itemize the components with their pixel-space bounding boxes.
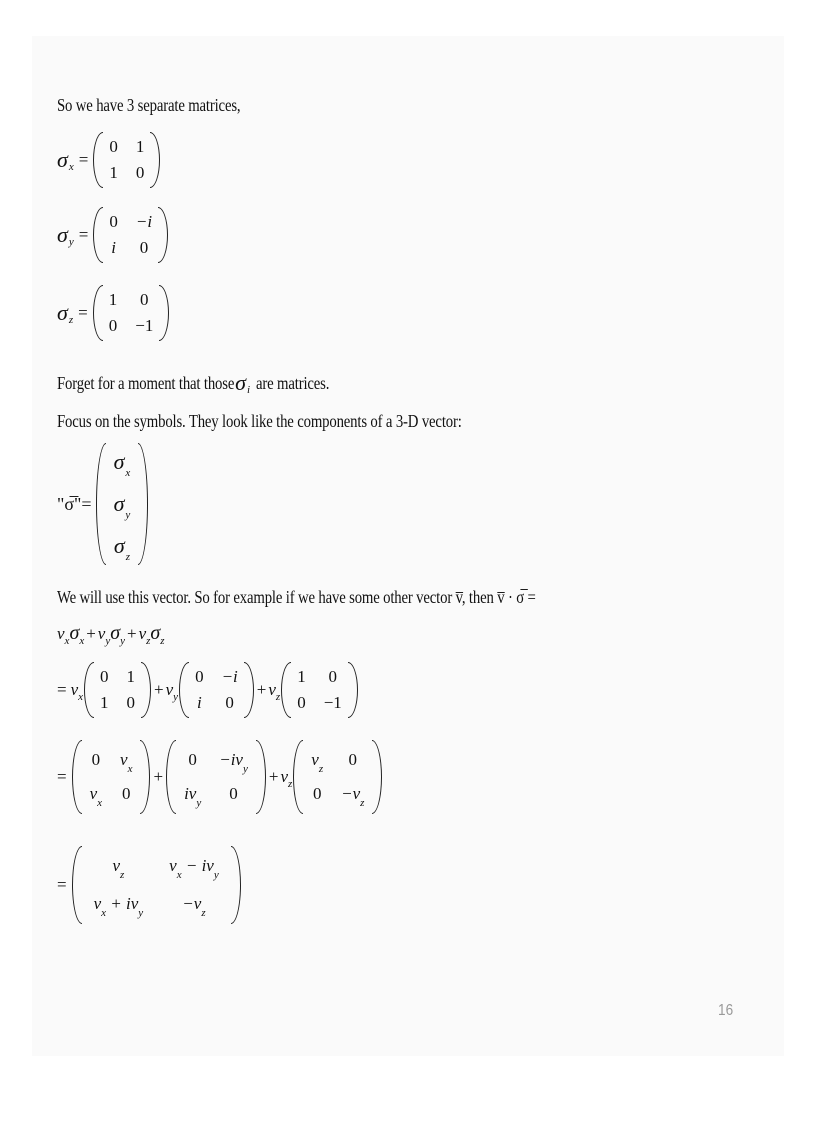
sigma-vector: $\sigma_x$ $\sigma_y$ $\sigma_z$ (96, 443, 149, 565)
sigma-z-matrix: 1 0 0 −1 (93, 285, 170, 341)
sigma-y-matrix: 0 −i i 0 (93, 207, 168, 263)
result-equation: = $v_z$ $v_x - iv_y$ $v_x + iv_y$ $-v_z$ (57, 846, 242, 924)
focus-text: Focus on the symbols. They look like the components of a 3-D vector: (57, 411, 462, 431)
forget-line: Forget for a moment that those σ i are matrices. (57, 370, 330, 396)
sigma-x-matrix: 0 1 1 0 (93, 132, 160, 188)
sigma-symbol: σ (57, 147, 68, 172)
matrix-sum-equation: = v x 0 1 1 0 + v y 0 −i i 0 + v z 1 0 0 −1 (57, 662, 359, 718)
expanded-sum-equation: = 0 $v_x$ $v_x$ 0 + 0 $-iv_y$ $iv_y$ 0 + v z $v_z$ 0 0 $-v_z$ (57, 740, 383, 814)
page-number: 16 (718, 1002, 734, 1019)
sigma-vector-equation: "σ̅"= $\sigma_x$ $\sigma_y$ $\sigma_z$ (57, 443, 149, 565)
intro-text: So we have 3 separate matrices, (57, 95, 241, 115)
dot-product-expansion: v x σ x + v y σ y + v z σ z (57, 622, 165, 647)
sigma-z-equation: σ z = 1 0 0 −1 (57, 285, 170, 341)
sigma-y-equation: σ y = 0 −i i 0 (57, 207, 169, 263)
use-text: We will use this vector. So for example if we have some other vector v̅, then v̅ · σ̅ = (57, 587, 536, 607)
result-matrix: $v_z$ $v_x - iv_y$ $v_x + iv_y$ $-v_z$ (72, 846, 241, 924)
sigma-x-equation: σ x = 0 1 1 0 (57, 132, 161, 188)
